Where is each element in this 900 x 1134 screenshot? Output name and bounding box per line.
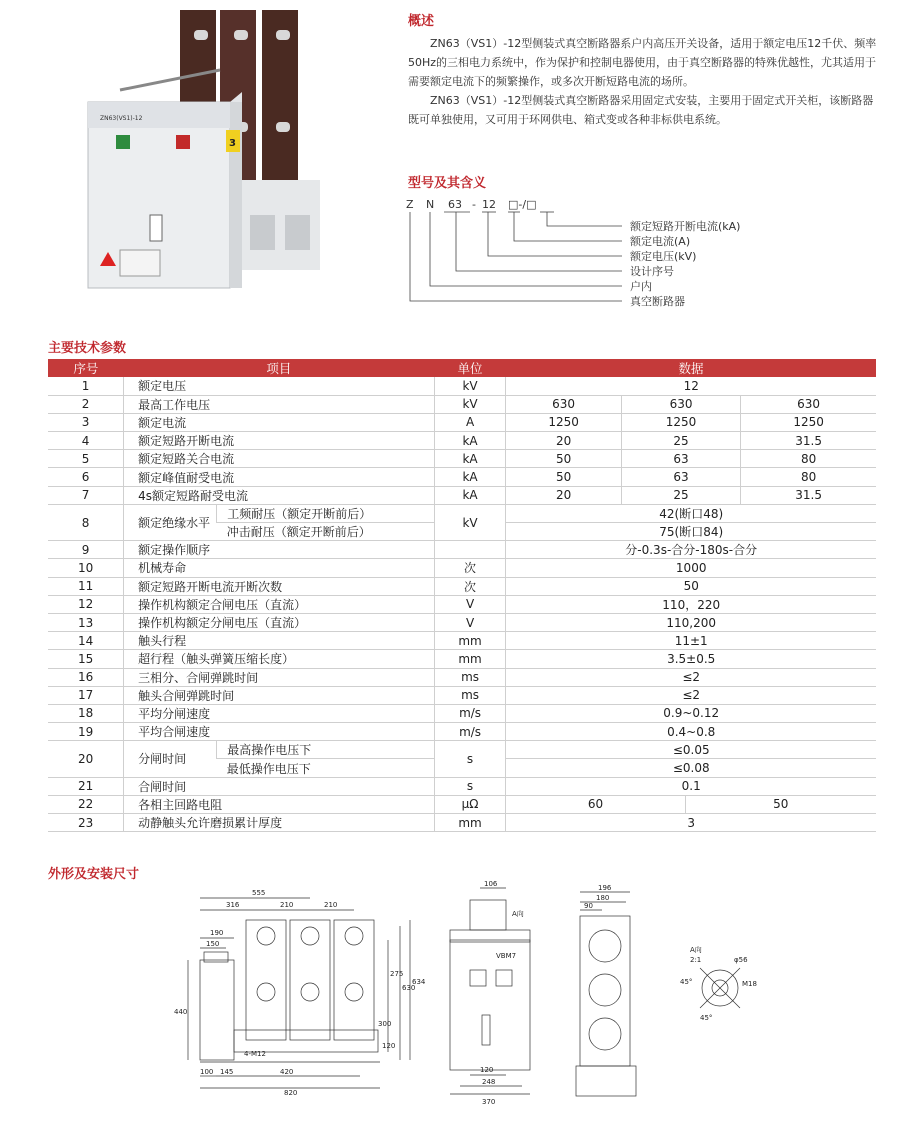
meaning-5: 户内: [630, 280, 652, 293]
row-data: 1250: [506, 413, 621, 431]
row-unit: V: [434, 613, 506, 631]
table-row: [48, 668, 876, 686]
row-data: 31.5: [741, 432, 876, 450]
table-row: [48, 723, 876, 741]
code-dash: -: [472, 198, 476, 211]
table-row: [48, 450, 876, 468]
row-item: 触头行程: [124, 632, 435, 650]
row-unit: ms: [434, 686, 506, 704]
row-no: 1: [48, 377, 124, 395]
row-no: 20: [48, 741, 124, 777]
row-item: 额定短路关合电流: [124, 450, 435, 468]
dim-180: 180: [596, 894, 610, 902]
dim-106: 106: [484, 880, 498, 888]
row-data: 25: [621, 432, 740, 450]
row-unit: kV: [434, 377, 506, 395]
row-no: 13: [48, 613, 124, 631]
code-suffix: □-/□: [508, 198, 537, 211]
row-data: 1250: [621, 413, 740, 431]
row-unit: 次: [434, 559, 506, 577]
row-data: 110,200: [506, 613, 876, 631]
row-unit: V: [434, 595, 506, 613]
row-no: 14: [48, 632, 124, 650]
header-unit: 单位: [434, 359, 506, 377]
row-unit: m/s: [434, 704, 506, 722]
row-data: 50: [506, 577, 876, 595]
dimension-drawings: [160, 880, 800, 1110]
row-no: 19: [48, 723, 124, 741]
angle-45a: 45°: [680, 978, 693, 986]
row-no: 16: [48, 668, 124, 686]
table-row: [48, 595, 876, 613]
dim-316: 316: [226, 901, 240, 909]
params-table: [48, 359, 876, 832]
dim-56: φ56: [734, 956, 748, 964]
dim-440: 440: [174, 1008, 188, 1016]
row-data: 3.5±0.5: [506, 650, 876, 668]
overview-paragraph-1: ZN63（VS1）-12型侧装式真空断路器系户内高压开关设备，适用于额定电压12千伏、频率50Hz的三相电力系统中，作为保护和控制电器使用，由于真空断路器的特殊优越性，尤其适用于需要额定电流下的频繁操作，或多次开断短路电流的场所。: [408, 37, 877, 88]
table-row: [48, 613, 876, 631]
row-no: 15: [48, 650, 124, 668]
meaning-3: 额定电压(kV): [630, 250, 697, 263]
row-data: 3: [506, 814, 876, 832]
row-data: 80: [741, 450, 876, 468]
dim-90: 90: [584, 902, 593, 910]
row-item: 额定电流: [124, 413, 435, 431]
row-unit: [434, 541, 506, 559]
overview-title: 概述: [408, 14, 435, 29]
row-data: 50: [506, 468, 621, 486]
table-row: [48, 777, 876, 795]
row-unit: μΩ: [434, 795, 506, 813]
dim-190: 190: [210, 929, 224, 937]
row-item: 额定峰值耐受电流: [124, 468, 435, 486]
row-unit: ms: [434, 668, 506, 686]
row-no: 17: [48, 686, 124, 704]
meaning-6: 真空断路器: [630, 295, 685, 308]
table-row: [48, 395, 876, 413]
label-scale: 2:1: [690, 956, 702, 964]
row-item: 三相分、合闸弹跳时间: [124, 668, 435, 686]
row-data: 20: [506, 432, 621, 450]
table-row: [48, 504, 876, 522]
overview-paragraph-2: ZN63（VS1）-12型侧装式真空断路器采用固定式安装，主要用于固定式开关柜，该断路器既可单独使用，又可用于环网供电、箱式变或各种非标供电系统。: [408, 94, 874, 126]
dim-248: 248: [482, 1078, 496, 1086]
row-no: 22: [48, 795, 124, 813]
dim-275: 275: [390, 970, 404, 978]
code-n: N: [426, 198, 435, 211]
row-unit: A: [434, 413, 506, 431]
dim-634: 634: [412, 978, 426, 986]
row-unit: kA: [434, 486, 506, 504]
row-no: 11: [48, 577, 124, 595]
row-data: 0.9~0.12: [506, 704, 876, 722]
row-item: 4s额定短路耐受电流: [124, 486, 435, 504]
dim-4m12: 4-M12: [244, 1050, 266, 1058]
label-a-view: A向: [690, 946, 702, 954]
table-row: [48, 814, 876, 832]
table-header-row: [48, 359, 876, 377]
row-data: ≤0.05: [506, 741, 876, 759]
row-no: 6: [48, 468, 124, 486]
table-row: [48, 686, 876, 704]
code-63: 63: [448, 198, 462, 211]
row-no: 12: [48, 595, 124, 613]
label-a-direction: A向: [512, 910, 524, 918]
table-row: [48, 432, 876, 450]
row-data: 50: [685, 795, 876, 813]
row-no: 10: [48, 559, 124, 577]
dim-120b: 120: [480, 1066, 494, 1074]
row-item: 平均合闸速度: [124, 723, 435, 741]
table-row: [48, 741, 876, 759]
dim-555: 555: [252, 889, 266, 897]
overview-text: [408, 34, 878, 129]
dim-145: 145: [220, 1068, 234, 1076]
row-unit: kV: [434, 504, 506, 540]
table-row: [48, 468, 876, 486]
table-row: [48, 577, 876, 595]
row-no: 9: [48, 541, 124, 559]
row-data: 50: [506, 450, 621, 468]
table-row: [48, 795, 876, 813]
row-data: 63: [621, 468, 740, 486]
row-data: 31.5: [741, 486, 876, 504]
row-item: 额定操作顺序: [124, 541, 435, 559]
table-row: [48, 632, 876, 650]
angle-45b: 45°: [700, 1014, 713, 1022]
row-unit: 次: [434, 577, 506, 595]
row-item: 最高工作电压: [124, 395, 435, 413]
row-data: 110，220: [506, 595, 876, 613]
row-item: 额定绝缘水平: [124, 504, 217, 540]
dim-370: 370: [482, 1098, 496, 1106]
row-unit: kA: [434, 432, 506, 450]
row-subitem: 工频耐压（额定开断前后）: [217, 504, 435, 522]
header-data: 数据: [506, 359, 876, 377]
dim-100: 100: [200, 1068, 214, 1076]
row-item: 额定短路开断电流: [124, 432, 435, 450]
row-unit: s: [434, 777, 506, 795]
label-vbm7: VBM7: [496, 952, 517, 960]
table-row: [48, 650, 876, 668]
row-no: 21: [48, 777, 124, 795]
row-item: 额定电压: [124, 377, 435, 395]
row-item: 超行程（触头弹簧压缩长度）: [124, 650, 435, 668]
meaning-1: 额定短路开断电流(kA): [630, 220, 741, 233]
row-data: 0.4~0.8: [506, 723, 876, 741]
row-data: 630: [741, 395, 876, 413]
row-item: 操作机构额定分闸电压（直流）: [124, 613, 435, 631]
code-z: Z: [406, 198, 414, 211]
row-data: 20: [506, 486, 621, 504]
dim-210a: 210: [280, 901, 294, 909]
row-subitem: 冲击耐压（额定开断前后）: [217, 523, 435, 541]
row-data: 0.1: [506, 777, 876, 795]
row-unit: kA: [434, 468, 506, 486]
row-data: 630: [506, 395, 621, 413]
meaning-2: 额定电流(A): [630, 235, 691, 248]
row-no: 18: [48, 704, 124, 722]
row-subitem: 最高操作电压下: [217, 741, 435, 759]
row-data: 630: [621, 395, 740, 413]
row-unit: s: [434, 741, 506, 777]
table-row: [48, 704, 876, 722]
model-code-diagram: [402, 196, 882, 316]
dim-420: 420: [280, 1068, 294, 1076]
row-data: 1000: [506, 559, 876, 577]
row-unit: mm: [434, 650, 506, 668]
row-data: 12: [506, 377, 876, 395]
row-unit: mm: [434, 632, 506, 650]
row-data: 1250: [741, 413, 876, 431]
table-row: [48, 413, 876, 431]
header-item: 项目: [124, 359, 435, 377]
label-m18: M18: [742, 980, 757, 988]
product-photo: [80, 10, 330, 300]
row-data: 25: [621, 486, 740, 504]
dimensions-title: 外形及安装尺寸: [48, 867, 140, 882]
header-no: 序号: [48, 359, 124, 377]
row-item: 平均分闸速度: [124, 704, 435, 722]
dim-150: 150: [206, 940, 220, 948]
row-item: 合闸时间: [124, 777, 435, 795]
table-row: [48, 486, 876, 504]
row-data: 63: [621, 450, 740, 468]
row-item: 机械寿命: [124, 559, 435, 577]
dim-820: 820: [284, 1089, 298, 1097]
row-no: 7: [48, 486, 124, 504]
row-data: 80: [741, 468, 876, 486]
panel-label: ZN63(VS1)-12: [100, 115, 143, 122]
row-unit: kA: [434, 450, 506, 468]
row-subitem: 最低操作电压下: [217, 759, 435, 777]
row-data: ≤0.08: [506, 759, 876, 777]
row-no: 8: [48, 504, 124, 540]
dim-630: 630: [402, 984, 416, 992]
row-data: ≤2: [506, 668, 876, 686]
dim-300: 300: [378, 1020, 392, 1028]
row-data: ≤2: [506, 686, 876, 704]
table-row: [48, 377, 876, 395]
row-no: 5: [48, 450, 124, 468]
table-row: [48, 541, 876, 559]
table-row: [48, 559, 876, 577]
row-no: 4: [48, 432, 124, 450]
model-title: 型号及其含义: [408, 176, 487, 191]
params-title: 主要技术参数: [48, 341, 127, 356]
row-data: 42(断口48): [506, 504, 876, 522]
row-no: 3: [48, 413, 124, 431]
row-item: 各相主回路电阻: [124, 795, 435, 813]
row-no: 2: [48, 395, 124, 413]
row-item: 动静触头允许磨损累计厚度: [124, 814, 435, 832]
row-item: 触头合闸弹跳时间: [124, 686, 435, 704]
dim-196: 196: [598, 884, 612, 892]
row-unit: mm: [434, 814, 506, 832]
row-unit: m/s: [434, 723, 506, 741]
code-12: 12: [482, 198, 496, 211]
row-item: 额定短路开断电流开断次数: [124, 577, 435, 595]
meaning-4: 设计序号: [630, 265, 674, 278]
row-data: 11±1: [506, 632, 876, 650]
indicator-number: 3: [229, 138, 236, 149]
dim-210b: 210: [324, 901, 338, 909]
row-data: 分-0.3s-合分-180s-合分: [506, 541, 876, 559]
row-item: 操作机构额定合闸电压（直流）: [124, 595, 435, 613]
dim-120: 120: [382, 1042, 396, 1050]
row-data: 75(断口84): [506, 523, 876, 541]
row-data: 60: [506, 795, 685, 813]
row-no: 23: [48, 814, 124, 832]
row-unit: kV: [434, 395, 506, 413]
row-item: 分闸时间: [124, 741, 217, 777]
